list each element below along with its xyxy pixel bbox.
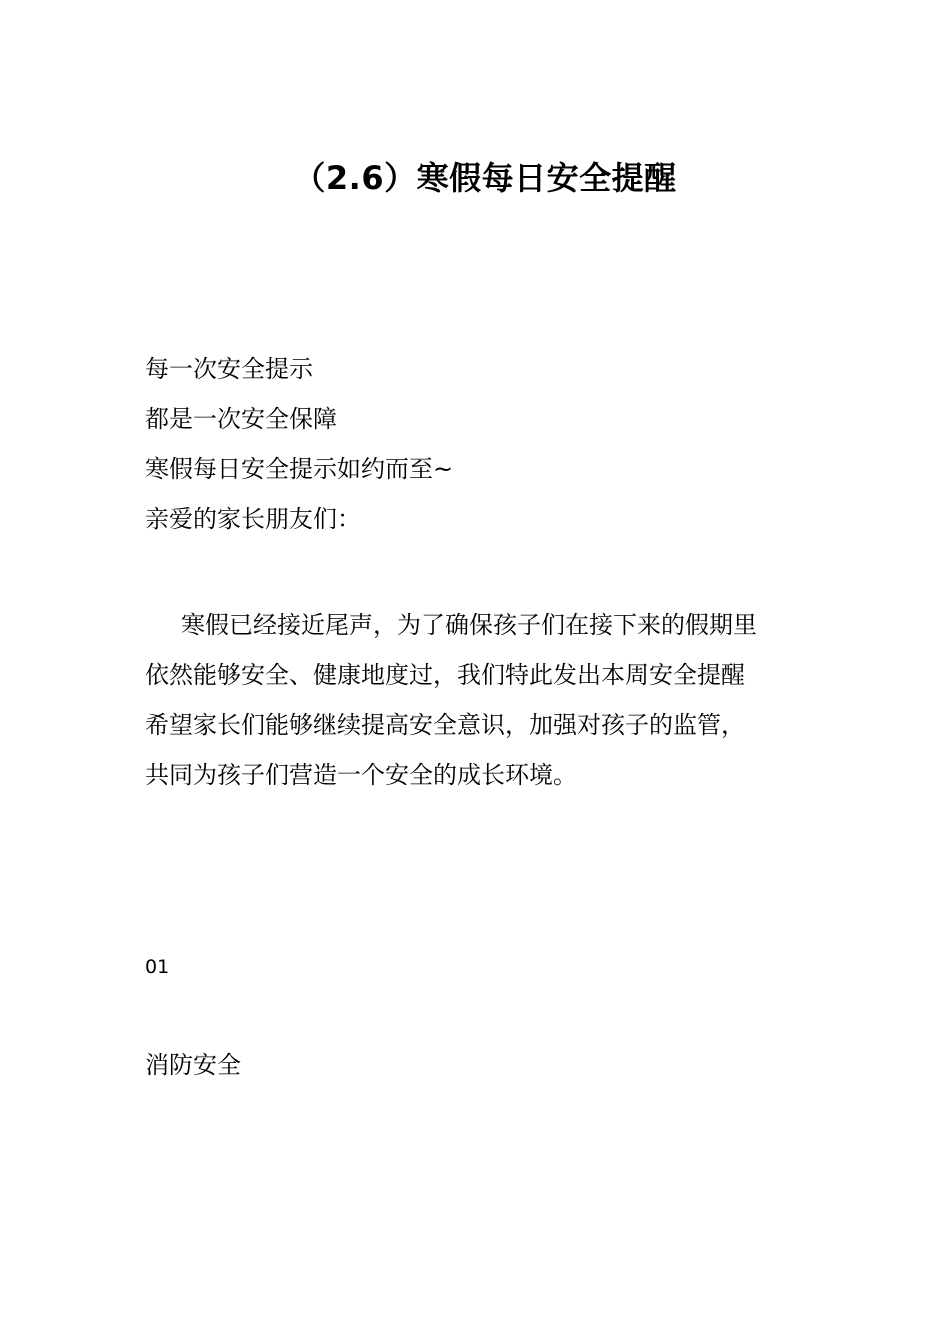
paragraph-line: 寒假已经接近尾声，为了确保孩子们在接下来的假期里 bbox=[181, 611, 757, 639]
paragraph-line: 依然能够安全、健康地度过，我们特此发出本周安全提醒 bbox=[145, 661, 745, 689]
body-paragraph bbox=[145, 600, 810, 800]
document-title: （2.6）寒假每日安全提醒 bbox=[293, 159, 677, 197]
intro-line: 都是一次安全保障 bbox=[145, 405, 337, 433]
section-number: 01 bbox=[145, 956, 170, 978]
intro-line: 寒假每日安全提示如约而至~ bbox=[145, 455, 454, 483]
section-title: 消防安全 bbox=[145, 1051, 241, 1079]
intro-line: 每一次安全提示 bbox=[145, 355, 313, 383]
paragraph-line: 希望家长们能够继续提高安全意识，加强对孩子的监管， bbox=[145, 711, 745, 739]
paragraph-line: 共同为孩子们营造一个安全的成长环境。 bbox=[145, 761, 577, 789]
greeting-line: 亲爱的家长朋友们： bbox=[145, 505, 361, 533]
